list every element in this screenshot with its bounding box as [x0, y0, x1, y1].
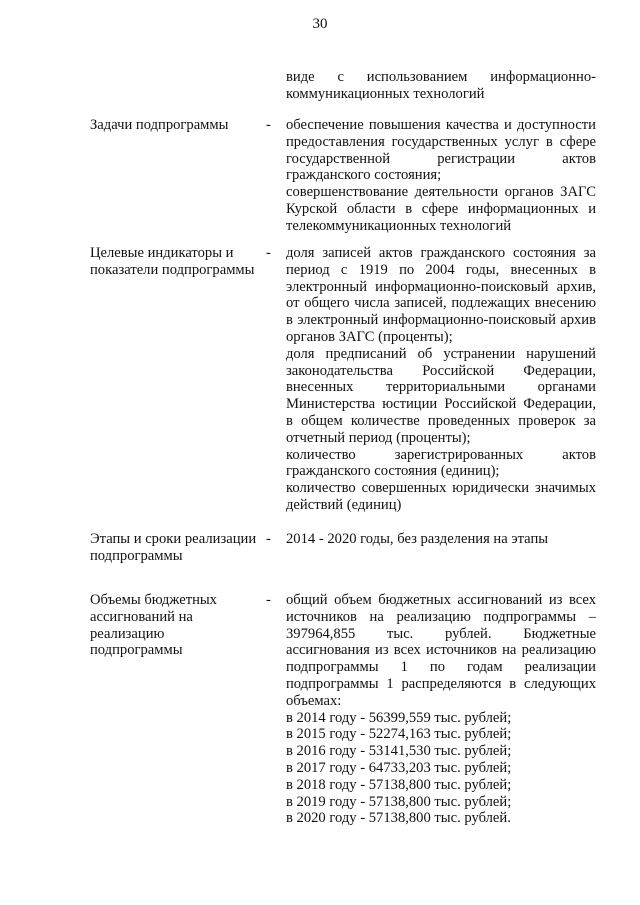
row-value [286, 117, 596, 235]
year-allocation: в 2020 году - 57138,800 тыс. рублей. [286, 810, 511, 827]
paragraph: общий объем бюджетных ассигнований из всех источников на реализацию подпрограммы – 397964,855 тыс. рублей. Бюджетные ассигнования из всех источников на реализацию подпрограммы 1 по годам реализации подпрограммы 1 распределяются в следующих объемах: [286, 592, 596, 709]
row-label: Целевые индикаторы и показатели подпрограммы [90, 245, 255, 278]
row-dash: - [266, 592, 271, 608]
row-dash: - [266, 117, 271, 133]
year-allocation: в 2019 году - 57138,800 тыс. рублей; [286, 793, 512, 810]
row-label: Этапы и сроки реализации подпрограммы [90, 531, 257, 564]
paragraph: обеспечение повышения качества и доступности предоставления государственных услуг в сфере государственной регистрации актов гражданского состояния; [286, 117, 596, 184]
row-label: Задачи подпрограммы [90, 117, 229, 133]
year-allocation: в 2014 году - 56399,559 тыс. рублей; [286, 709, 512, 726]
page-number: 30 [312, 16, 328, 32]
row-value [286, 245, 596, 514]
row-dash: - [266, 531, 271, 547]
row-value [286, 531, 596, 548]
paragraph: количество зарегистрированных актов гражданского состояния (единиц); [286, 446, 596, 480]
row-dash: - [266, 245, 271, 261]
year-allocation: в 2015 году - 52274,163 тыс. рублей; [286, 726, 512, 743]
row-value [286, 592, 596, 827]
paragraph: совершенствование деятельности органов ЗАГС Курской области в сфере информационных и телекоммуникационных технологий [286, 184, 596, 234]
year-allocation: в 2018 году - 57138,800 тыс. рублей; [286, 776, 512, 793]
continuation-text: виде с использованием информационно-коммуникационных технологий [286, 69, 596, 102]
year-allocation: в 2017 году - 64733,203 тыс. рублей; [286, 759, 512, 776]
paragraph: количество совершенных юридически значимых действий (единиц) [286, 480, 596, 513]
paragraph: 2014 - 2020 годы, без разделения на этапы [286, 531, 549, 547]
paragraph: доля предписаний об устранении нарушений законодательства Российской Федерации, внесенных территориальными органами Министерства юстиции Российской Федерации, в общем количестве проведенных проверок за отчетный период (проценты); [286, 345, 596, 446]
year-allocation: в 2016 году - 53141,530 тыс. рублей; [286, 743, 512, 760]
row-label: Объемы бюджетных ассигнований на реализацию подпрограммы [90, 592, 217, 659]
paragraph: доля записей актов гражданского состояния за период с 1919 по 2004 годы, внесенных в электронный информационно-поисковый архив, от общего числа записей, подлежащих внесению в электронный информационно-поисковый архив органов ЗАГС (проценты); [286, 245, 596, 345]
